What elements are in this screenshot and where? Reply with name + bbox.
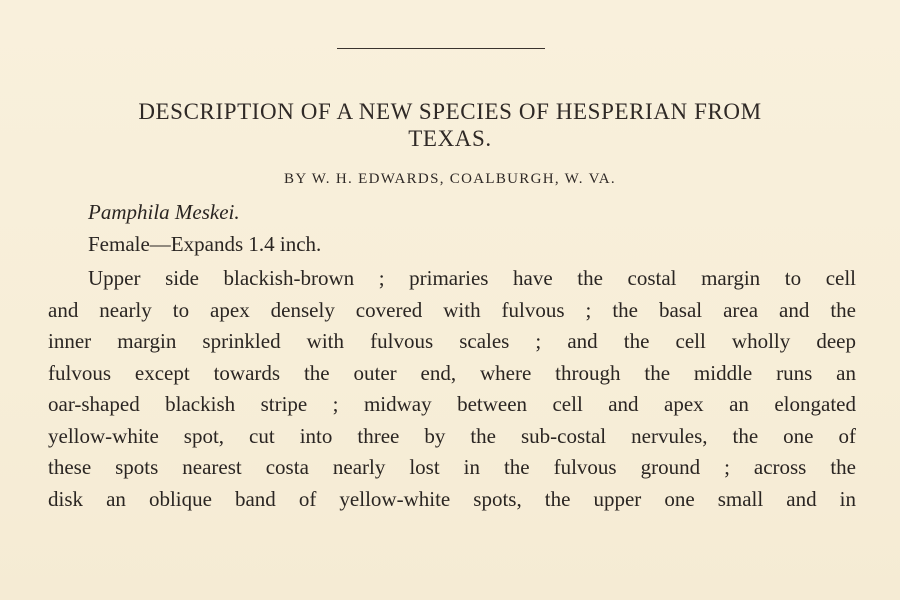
article-title [40,98,860,152]
body-line-8: disk an oblique band of yellow-white spots, the upper one small and in [48,486,856,511]
body-line-5: oar-shaped blackish stripe ; midway between cell and apex an elongated [48,392,856,416]
description-body [48,263,856,515]
body-line-3: inner margin sprinkled with fulvous scales ; and the cell wholly deep [48,329,856,353]
body-line-4: fulvous except towards the outer end, where through the middle runs an [48,360,856,385]
body-line-6: yellow-white spot, cut into three by the sub-costal nervules, the one of [48,423,856,448]
article-title-line-1: DESCRIPTION OF A NEW SPECIES OF HESPERIAN FROM [138,99,762,124]
article-title-line-2: TEXAS. [408,126,492,151]
species-name: Pamphila Meskei. [88,200,240,224]
author-byline: BY W. H. EDWARDS, COALBURGH, W. VA. [284,171,616,187]
body-line-7: these spots nearest costa nearly lost in the fulvous ground ; across the [48,455,856,479]
body-line-1: Upper side blackish-brown ; primaries have the costal margin to cell [88,266,856,290]
body-line-2: and nearly to apex densely covered with fulvous ; the basal area and the [48,297,856,322]
specimen-size-line: Female—Expands 1.4 inch. [88,232,322,256]
top-rule-divider [337,48,545,49]
